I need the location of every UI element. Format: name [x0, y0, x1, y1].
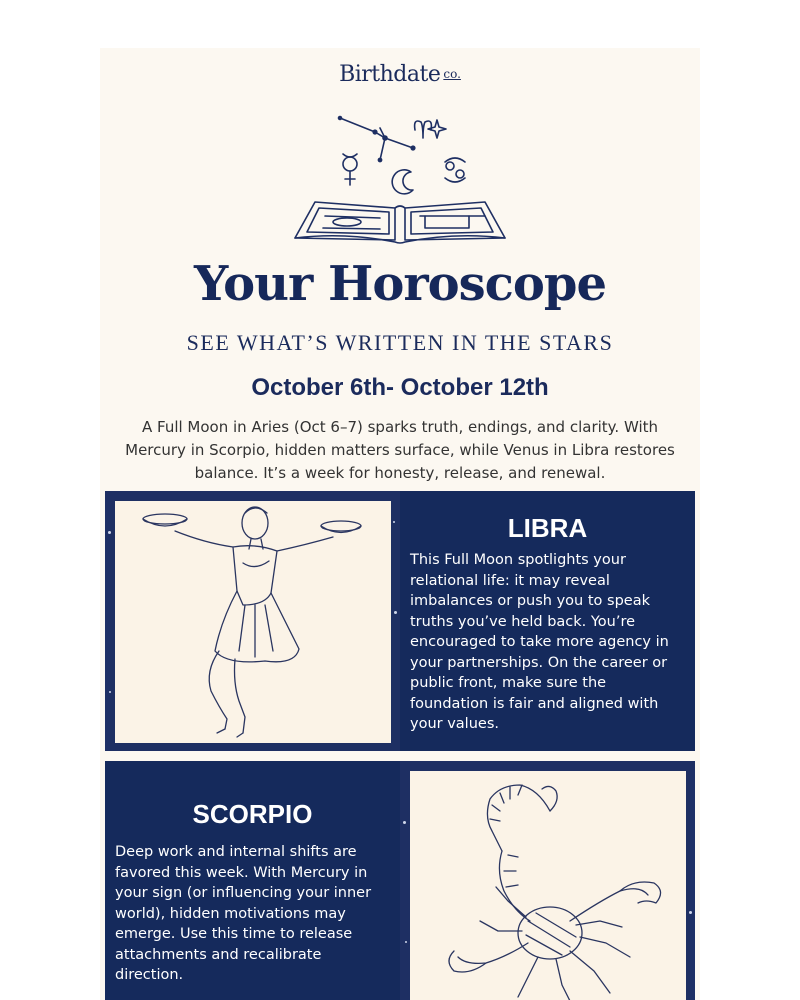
scorpio-image-panel[interactable] [400, 761, 695, 1000]
email-container [100, 48, 700, 1000]
open-book-icon [295, 202, 505, 243]
libra-title: LIBRA [507, 513, 588, 543]
intro-text: A Full Moon in Aries (Oct 6–7) sparks truth, endings, and clarity. With Mercury in Scorpio, hidden matters surface, while Venus in Libra restores balance. It’s a week for honesty, release, and renewal. [125, 418, 675, 482]
page-subtitle: SEE WHAT’S WRITTEN IN THE STARS [186, 330, 614, 355]
scorpio-description: Deep work and internal shifts are favored this week. With Mercury in your sign (or influencing your inner world), hidden motivations may emerge. Use this time to release attachments and recalibrate direction. [115, 844, 372, 983]
libra-figure-illustration [115, 501, 391, 743]
cancer-icon [445, 158, 465, 182]
scorpio-title: SCORPIO [192, 799, 313, 829]
scorpio-text-panel [105, 761, 400, 1000]
date-range: October 6th- October 12th [251, 374, 549, 401]
scorpio-image-frame [410, 771, 686, 1000]
brand-suffix: co. [443, 67, 461, 81]
scorpio-section [105, 761, 695, 1000]
page-title: Your Horoscope [193, 256, 607, 312]
brand-logo[interactable] [100, 62, 700, 87]
libra-text-panel [400, 491, 695, 751]
hero-illustration [285, 110, 515, 245]
constellation-icon [339, 117, 415, 162]
scorpion-illustration [410, 771, 686, 1000]
libra-section [105, 491, 695, 751]
moon-icon [392, 170, 413, 194]
libra-image-panel[interactable] [105, 491, 400, 751]
brand-name: Birthdate [339, 62, 441, 87]
libra-description: This Full Moon spotlights your relational life: it may reveal imbalances or push you to speak truths you’ve held back. You’re encouraged to take more agency in your partnerships. On the career or public front, make sure the foundation is fair and aligned with your values. [410, 552, 669, 732]
libra-image-frame [115, 501, 391, 743]
venus-icon [343, 154, 357, 185]
